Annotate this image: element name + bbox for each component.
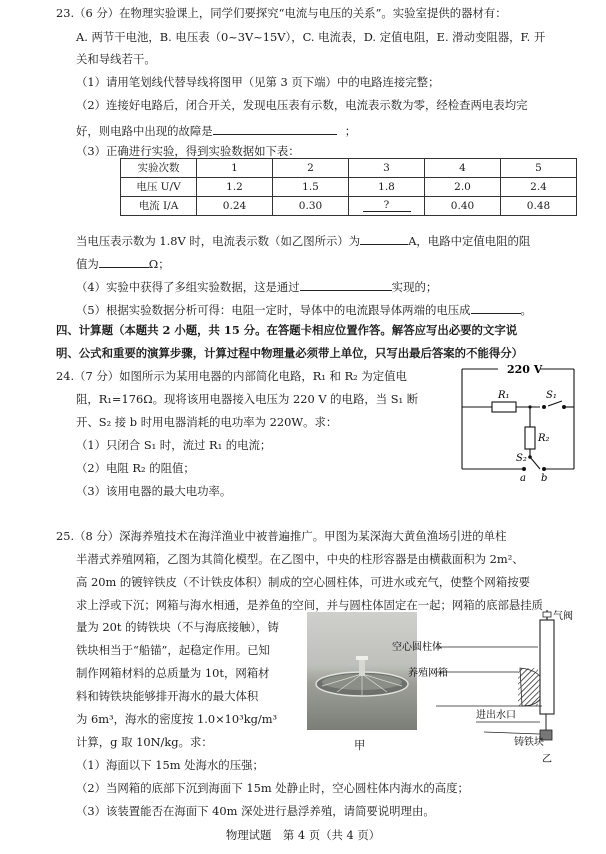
q23-part2-line2 (76, 123, 356, 137)
trial-cell: 5 (501, 159, 577, 178)
q25-sub1: （1）海面以下 15m 处海水的压强； (76, 758, 264, 772)
current-cell: 0.24 (197, 197, 273, 216)
q25-sub3: （3）该装置能否在海面下 40m 深处进行悬浮养殖，请简要说明理由。 (76, 804, 435, 818)
fish-cage-photo (307, 612, 417, 730)
q23-part4-text: （4）实验中获得了多组实验数据，这是通过 (76, 280, 300, 294)
current-cell: 0.40 (425, 197, 501, 216)
q25-line4: 求上浮或下沉；网箱与海水相通，是养鱼的空间，并与圆柱体固定在一起；网箱的底部悬挂质 (76, 598, 544, 612)
current-cell: 0.30 (273, 197, 349, 216)
circuit-r2-label: R₂ (538, 433, 550, 444)
q23-part4 (76, 279, 437, 293)
q23-part5 (76, 302, 532, 316)
net-label: 养殖网箱 (408, 668, 448, 679)
answer-blank-resistance[interactable] (99, 256, 149, 268)
figure-jia-label: 甲 (354, 738, 366, 752)
q24-line3: 开、S₂ 接 b 时用电器消耗的电功率为 220W。求： (76, 415, 338, 429)
trial-cell: 4 (425, 159, 501, 178)
trial-cell: 3 (349, 159, 425, 178)
q23-part2-line1: （2）连接好电路后，闭合开关，发现电压表有示数，电流表示数为零，经检查两电表均完 (76, 98, 528, 112)
header-trial: 实验次数 (121, 159, 197, 178)
cylinder-label: 空心圆柱体 (392, 642, 442, 653)
q25-line10: 计算，g 取 10N/kg。求： (76, 735, 213, 749)
page-footer: 物理试题 第 4 页（共 4 页） (225, 828, 381, 842)
q24-line1: 24.（7 分）如图所示为某用电器的内部简化电路，R₁ 和 R₂ 为定值电 (56, 369, 407, 383)
circuit-a-label: a (520, 473, 526, 484)
circuit-voltage-label: 220 V (507, 363, 543, 376)
q25-line8: 料和铸铁块能够排开海水的最大体积 (76, 689, 259, 703)
section-4-heading-line2: 明、公式和重要的演算步骤，计算过程中物理量必须带上单位，只写出最后答案的不能得分） (56, 346, 524, 360)
valve-label: 气阀 (553, 611, 573, 622)
voltage-cell: 2.0 (425, 178, 501, 197)
q23-part3b-text3: 值为 (76, 257, 99, 271)
trial-cell: 2 (273, 159, 349, 178)
q25-line5: 量为 20t 的铸铁块（不与海底接触），铸 (76, 620, 279, 634)
q24-sub3: （3）该用电器的最大电功率。 (76, 484, 232, 498)
q25-line7: 制作网箱材料的总质量为 10t，网箱材 (76, 666, 270, 680)
circuit-s2-label: S₂ (516, 453, 527, 464)
q25-line3: 高 20m 的镀锌铁皮（不计铁皮体积）制成的空心圆柱体，可进水或充气，使整个网箱按要 (76, 575, 530, 589)
q23-materials-line2: 关和导线若干。 (76, 52, 156, 66)
figure-yi-label: 乙 (542, 754, 552, 765)
cage-model-diagram (392, 610, 573, 770)
q23-part3: （3）正确进行实验，得到实验数据如下表： (76, 144, 300, 158)
q25-line1: 25.（8 分）深海养殖技术在海洋渔业中被普遍推广。甲图为某深海大黄鱼渔场引进的单柱 (56, 529, 507, 543)
q23-part1: （1）请用笔划线代替导线将图甲（见第 3 页下端）中的电路连接完整； (76, 75, 440, 89)
q23-part5-text: （5）根据实验数据分析可得：电阻一定时，导体中的电流跟导体两端的电压成 (76, 303, 471, 317)
header-current: 电流 I/A (121, 197, 197, 216)
q24-sub1: （1）只闭合 S₁ 时，流过 R₁ 的电流； (76, 438, 272, 452)
circuit-r1-label: R₁ (498, 390, 510, 401)
hollow-cylinder (540, 620, 554, 714)
data-table (120, 158, 577, 216)
current-cell-unknown[interactable] (349, 197, 425, 216)
fish-cage-drawing (307, 612, 417, 730)
q23-part2-text: 好，则电路中出现的故障是 (76, 124, 213, 138)
answer-blank-fault[interactable] (213, 123, 337, 135)
current-cell: 0.48 (501, 197, 577, 216)
q23-part3b-text1: 当电压表示数为 1.8V 时，电流表示数（如乙图所示）为 (76, 234, 361, 248)
header-voltage: 电压 U/V (121, 178, 197, 197)
inlet-label: 进出水口 (476, 710, 516, 721)
q23-part3b-unit: Ω； (148, 257, 170, 271)
table-row-voltage (121, 178, 577, 197)
q25-line2: 半潜式养殖网箱，乙图为其简化模型。在乙图中，中央的柱形容器是由横截面积为 2m²、 (76, 552, 524, 566)
table-row-trial (121, 159, 577, 178)
q23-part3b-line1 (76, 233, 530, 247)
q23-materials-line1: A. 两节干电池，B. 电压表（0~3V~15V），C. 电流表，D. 定值电阻，E. 滑动变阻器，F. 开 (76, 30, 546, 44)
q25-line6: 铁块相当于“船锚”，起稳定作用。已知 (76, 643, 270, 657)
q23-part3b-line2 (76, 256, 170, 270)
section-4-heading-line1: 四、计算题（本题共 2 小题，共 15 分。在答题卡相应位置作答。解答应写出必要的文字说 (56, 323, 518, 337)
table-row-current (121, 197, 577, 216)
unknown-current: ? (363, 200, 411, 212)
answer-blank-method[interactable] (300, 279, 392, 291)
answer-blank-relation[interactable] (471, 302, 521, 314)
q24-sub2: （2）电阻 R₂ 的阻值； (76, 461, 195, 475)
q23-part5-end: 。 (520, 303, 532, 317)
q24-line2: 阻，R₁=176Ω。现将该用电器接入电压为 220 V 的电路，当 S₁ 断 (76, 392, 419, 406)
answer-blank-current[interactable] (360, 233, 408, 245)
voltage-cell: 2.4 (501, 178, 577, 197)
q23-part2-punct: ； (344, 124, 357, 138)
voltage-cell: 1.2 (197, 178, 273, 197)
circuit-diagram (454, 357, 579, 487)
q23-part3b-text2: A，电路中定值电阻的阻 (408, 234, 531, 248)
q25-line9: 为 6m³，海水的密度按 1.0×10³kg/m³ (76, 712, 278, 726)
voltage-cell: 1.8 (349, 178, 425, 197)
q23-part4-end: 实现的； (391, 280, 438, 294)
block-label: 铸铁块 (514, 737, 544, 748)
voltage-cell: 1.5 (273, 178, 349, 197)
circuit-b-label: b (541, 473, 548, 484)
circuit-s1-label: S₁ (546, 390, 557, 401)
q25-sub2: （2）当网箱的底部下沉到海面下 15m 处静止时，空心圆柱体内海水的高度； (76, 781, 469, 795)
q23-head: 23.（6 分）在物理实验课上，同学们要探究“电流与电压的关系”。实验室提供的器材有： (56, 6, 507, 20)
trial-cell: 1 (197, 159, 273, 178)
